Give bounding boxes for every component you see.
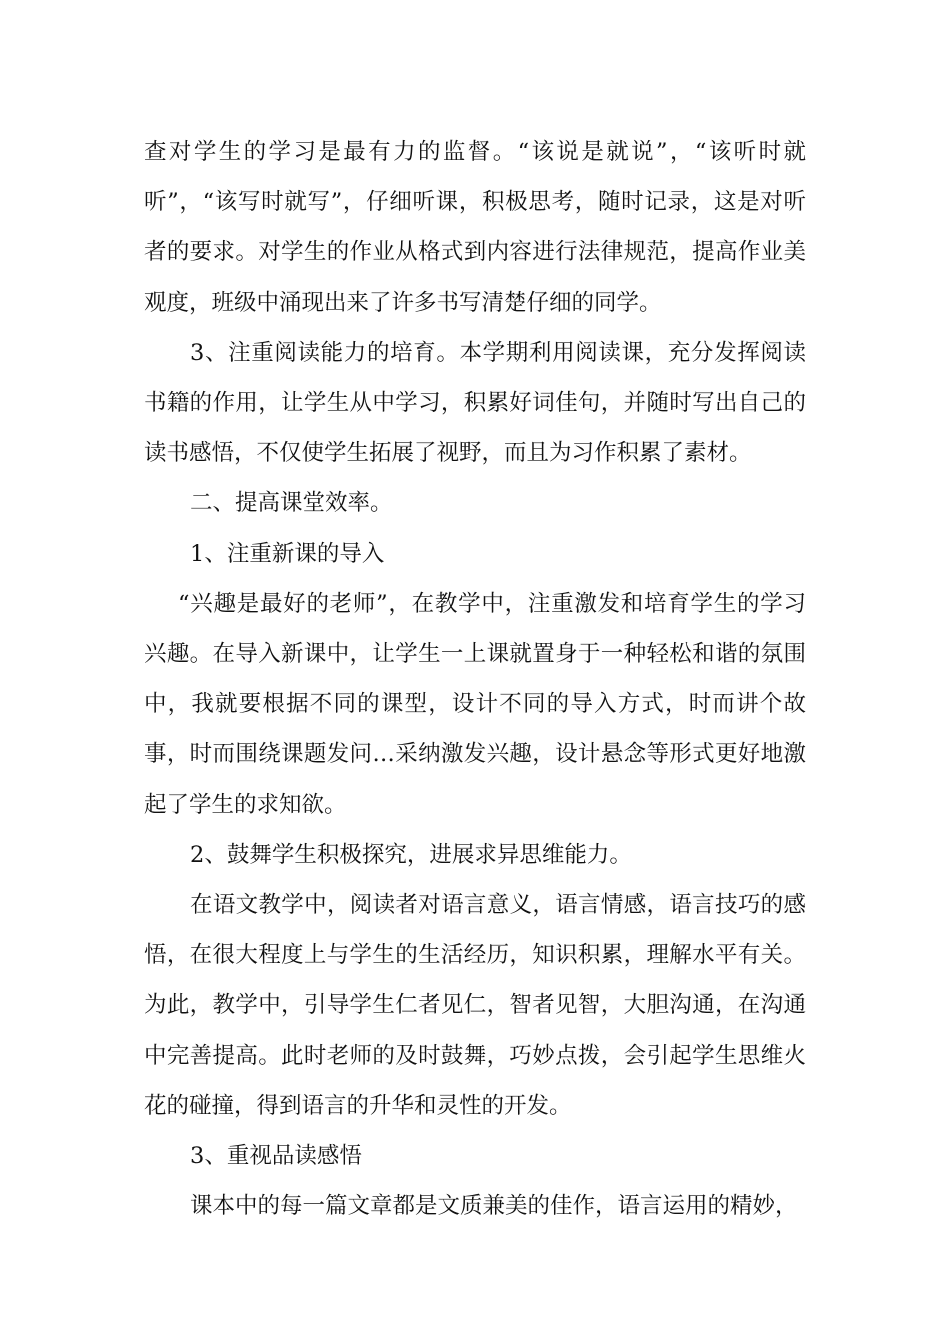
subheading-reading-comprehension: 3、重视品读感悟 <box>190 1143 362 1170</box>
paragraph-reading-ability: 3、注重阅读能力的培育。本学期利用阅读课，充分发挥阅读书籍的作用，让学生从中学习，积累好词佳句，并随时写出自己的读书感悟，不仅使学生拓展了视野，而且为习作积累了素材。 <box>144 339 806 467</box>
subheading-encourage-exploration: 2、鼓舞学生积极探究，进展求异思维能力。 <box>190 841 632 868</box>
paragraph-continuation: 查对学生的学习是最有力的监督。“该说是就说”，“该听时就听”，“该写时就写”，仔细听课，积极思考，随时记录，这是对听者的要求。对学生的作业从格式到内容进行法律规范，提高作业美观度，班级中涌现出来了许多书写清楚仔细的同学。 <box>144 139 806 316</box>
paragraph-textbook-articles: 课本中的每一篇文章都是文质兼美的佳作，语言运用的精妙， <box>190 1193 798 1220</box>
section-heading-classroom-efficiency: 二、提高课堂效率。 <box>190 490 393 517</box>
document-body <box>144 127 806 1231</box>
paragraph-interest: “兴趣是最好的老师”，在教学中，注重激发和培育学生的学习兴趣。在导入新课中，让学生一上课就置身于一种轻松和谐的氛围中，我就要根据不同的课型，设计不同的导入方式，时而讲个故事，时而围绕课题发问…采纳激发兴趣，设计悬念等形式更好地激起了学生的求知欲。 <box>144 590 806 818</box>
paragraph-language-teaching: 在语文教学中，阅读者对语言意义，语言情感，语言技巧的感悟，在很大程度上与学生的生活经历，知识积累，理解水平有关。为此，教学中，引导学生仁者见仁，智者见智，大胆沟通，在沟通中完善提高。此时老师的及时鼓舞，巧妙点拨，会引起学生思维火花的碰撞，得到语言的升华和灵性的开发。 <box>144 892 806 1119</box>
subheading-new-lesson-intro: 1、注重新课的导入 <box>190 540 385 567</box>
